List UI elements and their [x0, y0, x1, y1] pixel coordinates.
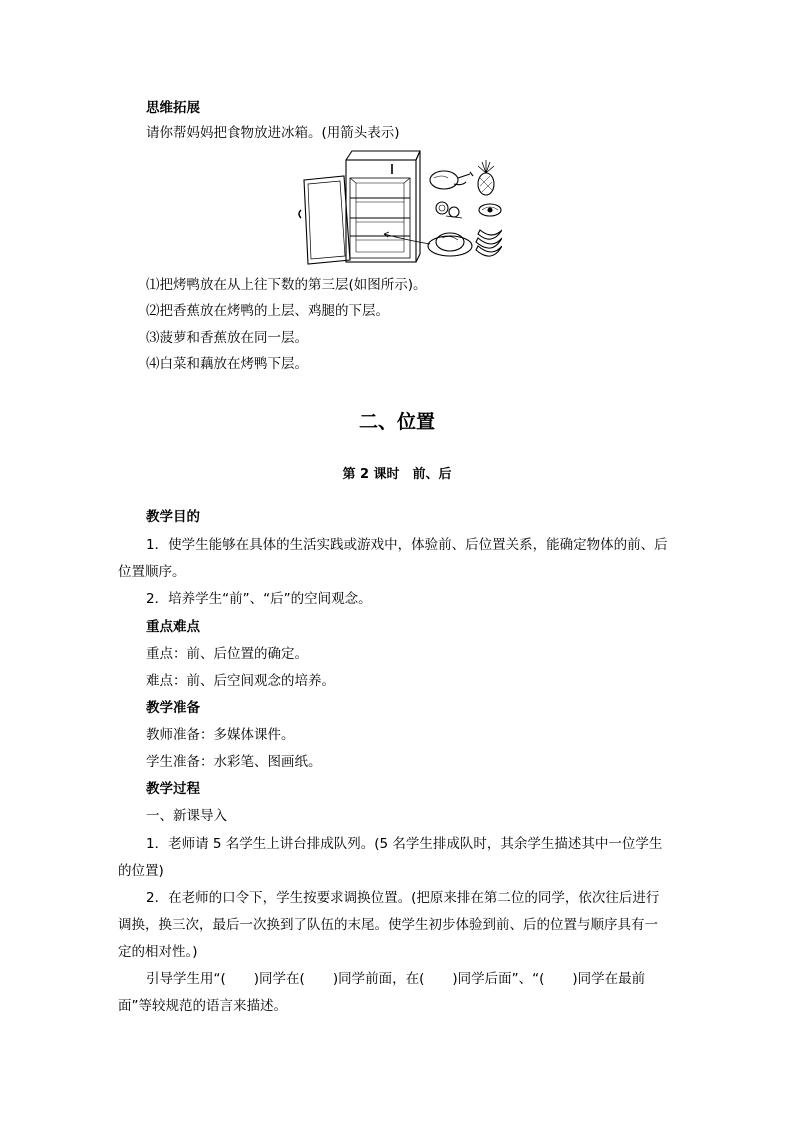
guide-line-2: 面”等较规范的语言来描述。 — [118, 998, 287, 1014]
key-point: 重点：前、后位置的确定。 — [146, 646, 308, 662]
guide-part: )同学在最前 — [572, 971, 646, 987]
guide-part: )同学前面，在( — [332, 971, 425, 987]
guide-line-1 — [146, 969, 645, 989]
process-section-1: 一、新课导入 — [146, 808, 227, 824]
extension-item-4: ⑷白菜和藕放在烤鸭下层。 — [146, 356, 308, 372]
goals-item-1-line-1: 1．使学生能够在具体的生活实践或游戏中，体验前、后位置关系，能确定物体的前、后 — [146, 537, 668, 553]
bananas-food — [478, 230, 502, 239]
unit-title: 二、位置 — [358, 411, 435, 433]
fridge-body — [346, 160, 416, 262]
refrigerator-food-illustration — [296, 148, 502, 266]
extension-heading: 思维拓展 — [146, 100, 200, 116]
preparation-heading: 教学准备 — [146, 700, 200, 716]
extension-item-1: ⑴把烤鸭放在从上往下数的第三层(如图所示)。 — [146, 277, 427, 293]
extension-item-2: ⑵把香蕉放在烤鸭的上层、鸡腿的下层。 — [146, 303, 389, 319]
goals-item-1-line-2: 位置顺序。 — [118, 564, 186, 580]
guide-part: )同学在( — [253, 971, 305, 987]
cabbage-food — [436, 202, 448, 214]
extension-item-3: ⑶菠萝和香蕉放在同一层。 — [146, 330, 308, 346]
process-step-2-line-2: 调换，换三次，最后一次换到了队伍的末尾。使学生初步体验到前、后的位置与顺序具有一 — [118, 917, 658, 933]
goals-heading: 教学目的 — [146, 509, 200, 525]
process-step-1-line-1: 1．老师请 5 名学生上讲台排成队列。(5 名学生排成队时，其余学生描述其中一位学生 — [146, 836, 663, 852]
process-heading: 教学过程 — [146, 781, 200, 797]
difficult-point: 难点：前、后空间观念的培养。 — [146, 673, 335, 689]
goals-item-2: 2．培养学生“前”、“后”的空间观念。 — [146, 591, 372, 607]
guide-part: 引导学生用“( — [146, 971, 226, 987]
lotus-root-food — [449, 207, 459, 217]
guide-part: )同学后面”、“( — [452, 971, 545, 987]
teacher-preparation: 教师准备：多媒体课件。 — [146, 727, 295, 743]
extension-instruction: 请你帮妈妈把食物放进冰箱。(用箭头表示) — [146, 125, 400, 141]
process-step-1-line-2: 的位置) — [118, 863, 164, 879]
key-points-heading: 重点难点 — [146, 619, 200, 635]
lesson-title: 第 2 课时 前、后 — [342, 467, 452, 482]
student-preparation: 学生准备：水彩笔、图画纸。 — [146, 754, 322, 770]
chicken-leg-food — [430, 171, 458, 189]
roast-duck-food — [428, 236, 472, 256]
process-step-2-line-3: 定的相对性。) — [118, 944, 198, 960]
process-step-2-line-1: 2．在老师的口令下，学生按要求调换位置。(把原来排在第二位的同学，依次往后进行 — [146, 890, 660, 906]
